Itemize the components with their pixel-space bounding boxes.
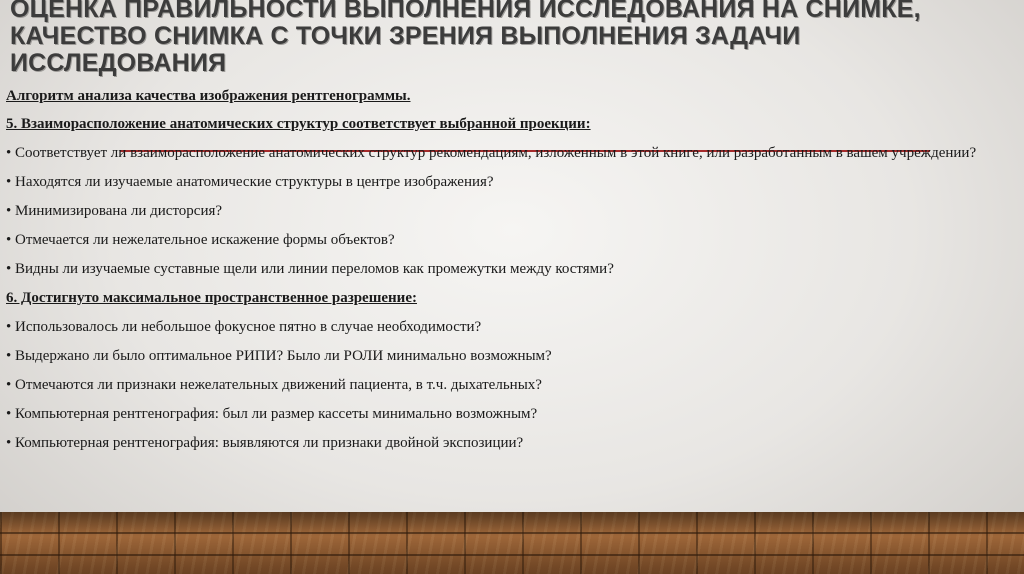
floor-shade bbox=[0, 512, 1024, 574]
list-item: • Отмечаются ли признаки нежелательных движений пациента, в т.ч. дыхательных? bbox=[6, 377, 542, 393]
list-item: • Минимизирована ли дисторсия? bbox=[6, 203, 223, 219]
section-6-heading: 6. Достигнуто максимальное пространственное разрешение: bbox=[6, 290, 417, 306]
section-5-heading: 5. Взаиморасположение анатомических структур соответствует выбранной проекции: bbox=[6, 116, 591, 132]
slide-title: ОЦЕНКА ПРАВИЛЬНОСТИ ВЫПОЛНЕНИЯ ИССЛЕДОВАНИЯ НА СНИМКЕ, КАЧЕСТВО СНИМКА С ТОЧКИ ЗРЕНИЯ ВЫПОЛНЕНИЯ ЗАДАЧИ ИССЛЕДОВАНИЯ bbox=[10, 0, 921, 77]
slide-body bbox=[6, 87, 1021, 463]
list-item: • Компьютерная рентгенография: выявляются ли признаки двойной экспозиции? bbox=[6, 435, 524, 451]
list-item: • Отмечается ли нежелательное искажение формы объектов? bbox=[6, 232, 395, 248]
list-item: • Выдержано ли было оптимальное РИПИ? Было ли РОЛИ минимально возможным? bbox=[6, 348, 552, 364]
list-item: • Использовалось ли небольшое фокусное пятно в случае необходимости? bbox=[6, 319, 482, 335]
list-item: • Соответствует ли взаиморасположение анатомических структур рекомендациям, изложенным в этой книге, или разработанным в вашем учреждении? bbox=[6, 145, 977, 161]
wood-floor-background bbox=[0, 512, 1024, 574]
subtitle: Алгоритм анализа качества изображения рентгенограммы. bbox=[6, 88, 411, 104]
list-item: • Находятся ли изучаемые анатомические структуры в центре изображения? bbox=[6, 174, 494, 190]
list-item: • Видны ли изучаемые суставные щели или линии переломов как промежутки между костями? bbox=[6, 261, 614, 277]
list-item: • Компьютерная рентгенография: был ли размер кассеты минимально возможным? bbox=[6, 406, 538, 422]
